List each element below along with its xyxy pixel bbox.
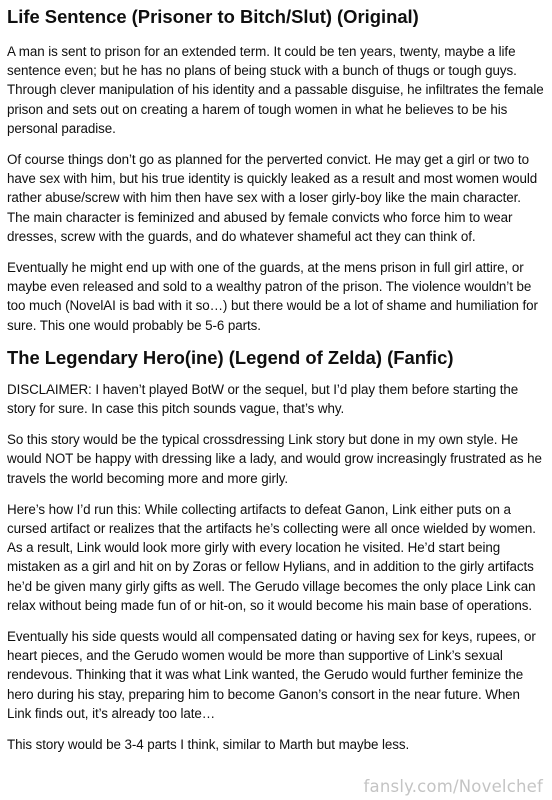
section-title-life-sentence: Life Sentence (Prisoner to Bitch/Slut) (Original) [7,6,419,27]
paragraph: Here’s how I’d run this: While collecting artifacts to defeat Ganon, Link either puts on a cursed artifact or realizes that the artifacts he’s collecting were all once wielded by women. As a result, Link would look more girly with every location he visited. He’d start being mistaken as a girl and hit on by Zoras or fellow Hylians, and in addition to the girly artifacts he’d be given many girly gifts as well. The Gerudo village becomes the only place Link can relax without being made fun of or hit-on, so it would become his main base of operations. [7,501,536,613]
paragraph: Eventually his side quests would all compensated dating or having sex for keys, rupees, or heart pieces, and the Gerudo women would be more than supportive of Link’s sexual rendevous. Thinking that it was what Link wanted, the Gerudo would further feminize the hero during his stay, preparing him to become Ganon’s consort in the near future. When Link finds out, it’s already too late… [7,629,536,721]
paragraph: Eventually he might end up with one of the guards, at the mens prison in full girl attire, or maybe even released and sold to a wealthy patron of the prison. The violence wouldn’t be too much (NovelAI is bad with it so…) but there would be a lot of shame and humiliation for sure. This one would probably be 5-6 parts. [7,260,538,333]
document-page [7,6,547,766]
watermark: fansly.com/Novelchef [363,777,543,796]
paragraph: A man is sent to prison for an extended term. It could be ten years, twenty, maybe a life sentence even; but he has no plans of being stuck with a bunch of thugs or tough guys. Through clever manipulation of his identity and a passable disguise, he infiltrates the female prison and sets out on creating a harem of tough women in what he believes to be his personal paradise. [7,44,544,136]
paragraph: DISCLAIMER: I haven’t played BotW or the sequel, but I’d play them before starting the story for sure. In case this pitch sounds vague, that’s why. [7,381,519,417]
paragraph: This story would be 3-4 parts I think, similar to Marth but maybe less. [7,737,410,753]
paragraph: So this story would be the typical crossdressing Link story but done in my own style. He would NOT be happy with dressing like a lady, and would grow increasingly frustrated as he travels the world becoming more and more girly. [7,432,542,486]
paragraph: Of course things don’t go as planned for the perverted convict. He may get a girl or two to have sex with him, but his true identity is quickly leaked as a result and most women would rather abuse/screw with him then have sex with a loser girly-boy like the main character. The main character is feminized and abused by female convicts who force him to wear dresses, screw with the guards, and do whatever shameful act they can think of. [7,152,538,244]
section-title-legendary-heroine: The Legendary Hero(ine) (Legend of Zelda) (Fanfic) [7,346,454,368]
